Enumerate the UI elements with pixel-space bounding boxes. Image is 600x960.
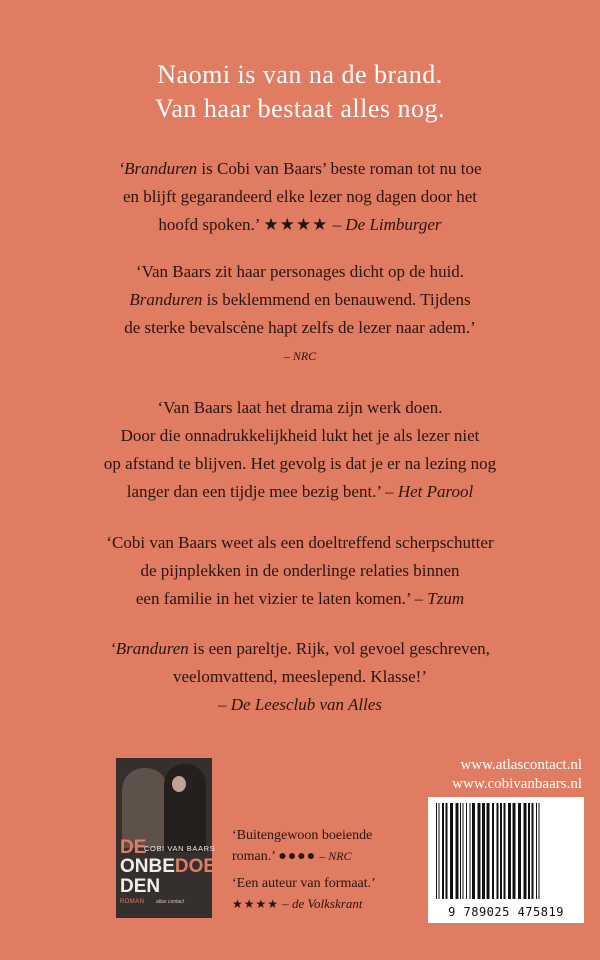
star-rating: ★★★★ — [263, 215, 329, 234]
quote-source: – NRC — [283, 349, 317, 363]
quote-text: Door die onnadrukkelijkheid lukt het je als lezer niet — [120, 426, 480, 445]
quote-text: is een pareltje. Rijk, vol gevoel geschreven, — [188, 639, 490, 658]
cover-author: COBI VAN BAARS — [144, 844, 216, 853]
quote-text: de sterke bevalscène hapt zelfs de lezer naar adem.’ — [124, 318, 476, 337]
review-quote-2 — [0, 258, 600, 370]
book-title: Branduren — [129, 290, 203, 309]
barcode-bar — [482, 803, 485, 899]
barcode-bar — [497, 803, 499, 899]
barcode-bar — [450, 803, 453, 899]
quote-source: – NRC — [316, 849, 352, 863]
cover-genre-label: ROMAN — [120, 899, 145, 905]
cover-title-line-1: DE — [120, 837, 147, 858]
barcode-bars — [434, 803, 578, 899]
barcode-bar — [528, 803, 530, 899]
barcode-bar — [456, 803, 459, 899]
website-links — [452, 756, 582, 794]
barcode-bar — [470, 803, 471, 899]
quote-text: ‘Cobi van Baars weet als een doeltreffend scherpschutter — [106, 533, 494, 552]
quote-source: – De Leesclub van Alles — [218, 695, 382, 714]
headline — [0, 58, 600, 126]
quote-text: veelomvattend, meeslepend. Klasse!’ — [173, 667, 427, 686]
headline-line-1: Naomi is van na de brand. — [157, 60, 443, 89]
cover-figure-right — [164, 764, 206, 852]
quote-text: hoofd spoken.’ — [158, 215, 264, 234]
barcode-bar — [508, 803, 511, 899]
review-quote-1 — [0, 155, 600, 239]
barcode-bar — [513, 803, 516, 899]
quote-text: en blijft gegarandeerd elke lezer nog dagen door het — [122, 187, 477, 206]
dot-rating: ●●●● — [278, 849, 317, 864]
cover-title-fragment: ONBE — [120, 856, 175, 877]
quote-text: ‘Een auteur van formaat.’ — [232, 876, 376, 891]
quote-text: is beklemmend en benauwend. Tijdens — [202, 290, 471, 309]
barcode-bar — [492, 803, 494, 899]
mini-quote-1 — [232, 826, 372, 867]
quote-source: – de Volkskrant — [279, 896, 363, 911]
author-url[interactable]: www.cobivanbaars.nl — [452, 776, 582, 792]
quote-text: roman.’ — [232, 849, 279, 864]
barcode-bar — [536, 803, 537, 899]
barcode-bar — [436, 803, 437, 899]
mini-quote-2 — [232, 874, 376, 915]
cover-title-fragment: DOEL — [174, 856, 228, 877]
cover-figure-left — [122, 768, 168, 848]
barcode-bar — [463, 803, 464, 899]
isbn-digits: 9 789025 475819 — [448, 905, 564, 919]
quote-source: – Tzum — [414, 589, 465, 608]
quote-text: de pijnplekken in de onderlinge relaties binnen — [140, 561, 460, 580]
publisher-url[interactable]: www.atlascontact.nl — [460, 757, 582, 773]
barcode-bar — [472, 803, 475, 899]
cover-title-line-3: DEN — [120, 876, 161, 897]
quote-text: ‘Van Baars zit haar personages dicht op de huid. — [135, 262, 465, 281]
book-title: ‘Branduren — [118, 159, 198, 178]
review-quote-5 — [0, 635, 600, 719]
quote-text: langer dan een tijdje mee bezig bent.’ — [126, 482, 386, 501]
headline-line-2: Van haar bestaat alles nog. — [154, 94, 445, 123]
barcode-bar — [460, 803, 461, 899]
barcode-bar — [466, 803, 467, 899]
barcode-bar — [478, 803, 481, 899]
barcode-bar — [500, 803, 502, 899]
barcode-bar — [504, 803, 506, 899]
cover-title-line-2 — [120, 857, 228, 876]
quote-source: – Het Parool — [385, 482, 474, 501]
quote-text: ‘Van Baars laat het drama zijn werk doen. — [157, 398, 443, 417]
star-rating: ★★★★ — [232, 897, 280, 911]
quote-source: – De Limburger — [328, 215, 442, 234]
related-book-cover — [116, 758, 228, 918]
barcode-bar — [539, 803, 540, 899]
barcode-bar — [532, 803, 534, 899]
cover-publisher: atlas contact — [156, 899, 185, 905]
barcode-bar — [487, 803, 490, 899]
barcode-bar — [442, 803, 444, 899]
barcode-bar — [439, 803, 440, 899]
isbn-barcode — [428, 797, 584, 923]
quote-text: een familie in het vizier te laten komen.’ — [135, 589, 415, 608]
book-title: ‘Branduren — [110, 639, 189, 658]
barcode-bar — [524, 803, 527, 899]
review-quote-3 — [0, 394, 600, 506]
barcode-bar — [518, 803, 521, 899]
quote-text: ‘Buitengewoon boeiende — [232, 828, 373, 843]
barcode-bar — [446, 803, 448, 899]
review-quote-4 — [0, 529, 600, 613]
quote-text: is Cobi van Baars’ beste roman tot nu toe — [197, 159, 482, 178]
cover-face — [172, 776, 186, 792]
quote-text: op afstand te blijven. Het gevolg is dat je er na lezing nog — [103, 454, 497, 473]
